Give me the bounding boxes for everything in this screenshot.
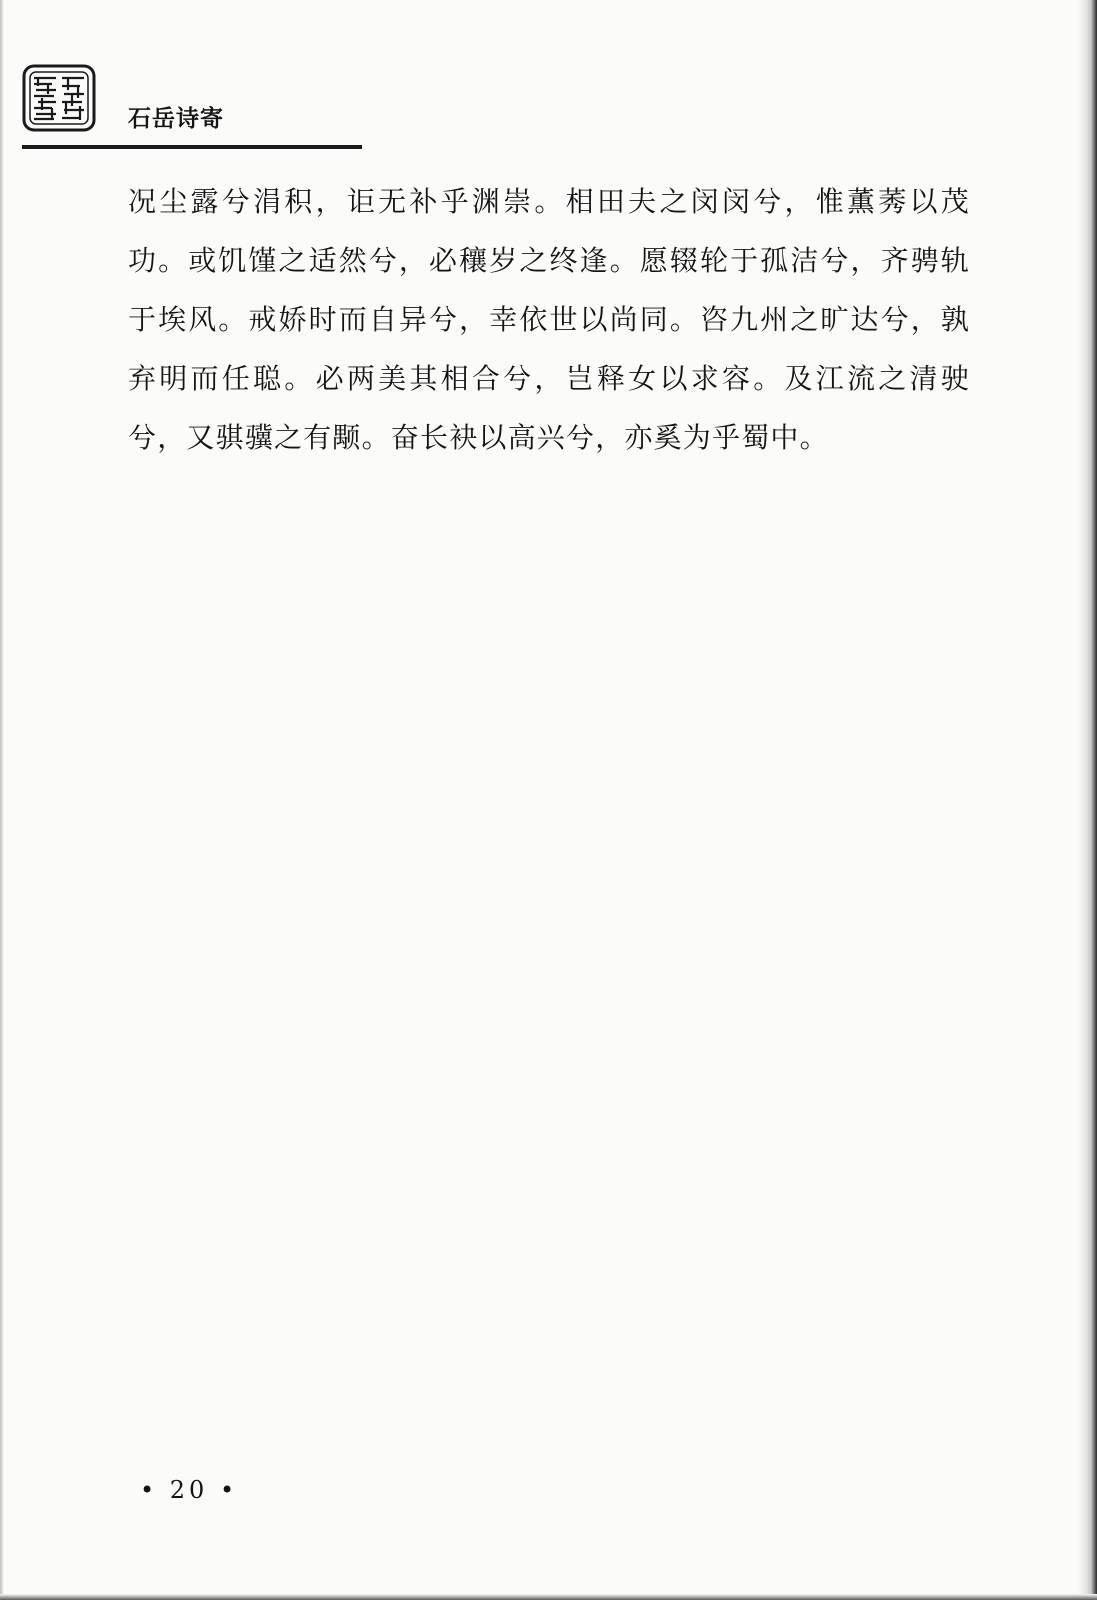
- header-divider: [22, 145, 362, 149]
- page-bottom-edge: [0, 1594, 1097, 1600]
- page-left-edge: [0, 0, 4, 1600]
- body-paragraph: 况尘露兮涓积，讵无补乎渊崇。相田夫之闵闵兮，惟薫莠以茂功。或饥馑之适然兮，必穰岁之终逢。愿辍轮于孤洁兮，齐骋轨于埃风。戒娇时而自异兮，幸依世以尚同。咨九州之旷达兮，孰弃明而任聪。必两美其相合兮，岂释女以求容。及江流之清驶兮，又骐骥之有颙。奋长袂以高兴兮，亦奚为乎蜀中。: [128, 185, 970, 454]
- book-title: 石岳诗寄: [128, 106, 224, 132]
- running-header: [22, 64, 362, 154]
- seal-stamp-icon: [22, 64, 96, 132]
- page-right-edge: [1077, 0, 1097, 1600]
- page-number: • 20 •: [140, 1476, 239, 1504]
